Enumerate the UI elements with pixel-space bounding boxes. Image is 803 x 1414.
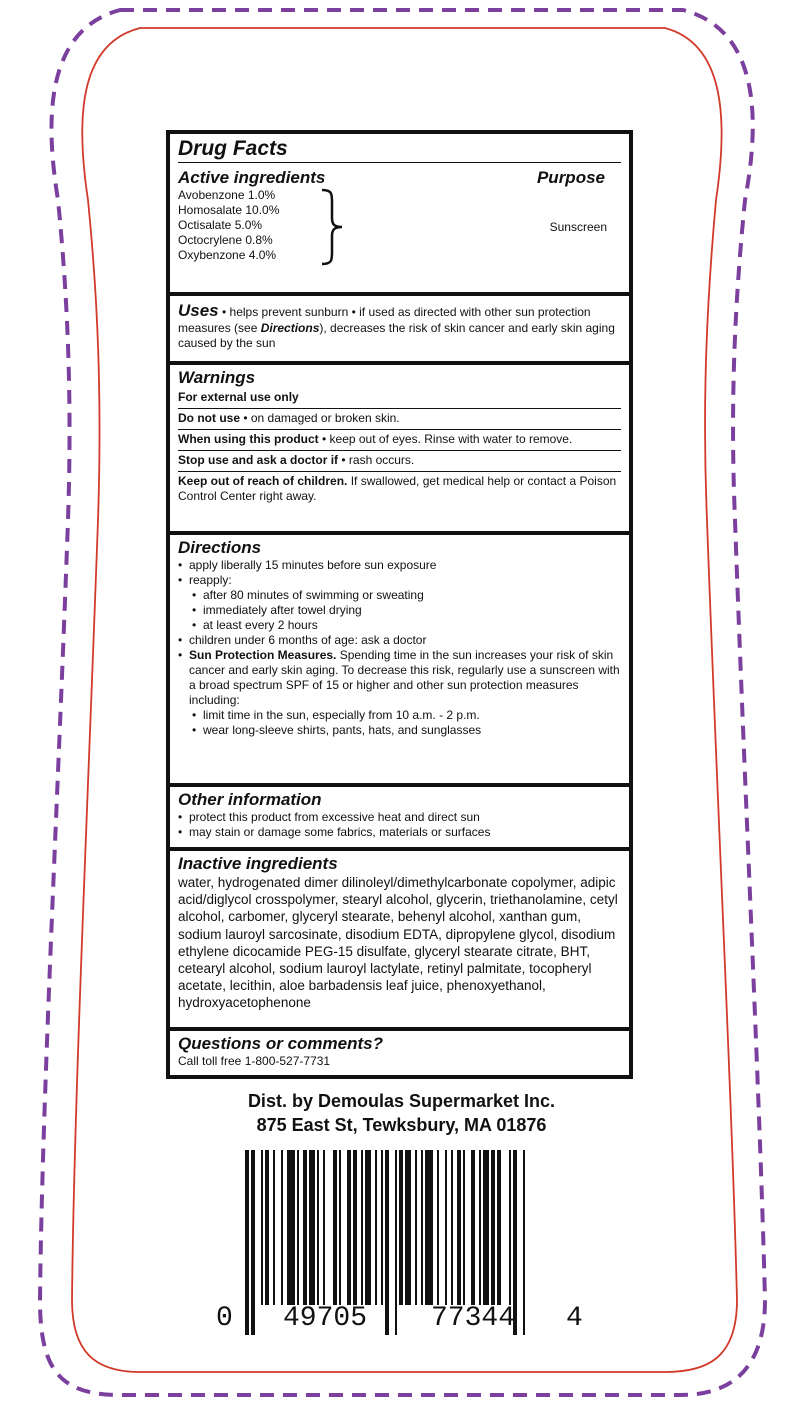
spm-item: limit time in the sun, especially from 10 a.m. - 2 p.m. bbox=[203, 708, 480, 722]
barcode-bar bbox=[303, 1150, 307, 1305]
directions-heading: Directions bbox=[178, 538, 262, 557]
warnings-section bbox=[170, 365, 629, 535]
barcode-bar bbox=[405, 1150, 411, 1305]
questions-section bbox=[170, 1031, 629, 1075]
other-information-section: Other information • protect this product from excessive heat and direct sun • may stain or damage some fabrics, materials or surfaces bbox=[170, 787, 629, 851]
barcode-bar bbox=[395, 1150, 397, 1335]
barcode-bar bbox=[479, 1150, 481, 1305]
questions-heading: Questions or comments? bbox=[178, 1034, 383, 1053]
barcode-bar bbox=[399, 1150, 403, 1305]
purpose-heading: Purpose bbox=[536, 168, 605, 187]
barcode-bar bbox=[445, 1150, 447, 1305]
barcode-bar bbox=[265, 1150, 269, 1305]
stop-use-text: • rash occurs. bbox=[338, 453, 415, 467]
other-item: may stain or damage some fabrics, materials or surfaces bbox=[189, 825, 491, 839]
drug-facts-title: Drug Facts bbox=[178, 136, 621, 163]
reapply-item: immediately after towel drying bbox=[203, 603, 362, 617]
barcode-bar bbox=[365, 1150, 371, 1305]
uses-text-1: • helps prevent sunburn • if used as directed with other sun protection measures (see bbox=[178, 305, 591, 335]
barcode-bar bbox=[339, 1150, 341, 1305]
ingredient-item: Octisalate 5.0% bbox=[178, 218, 263, 232]
direction-item: apply liberally 15 minutes before sun exposure bbox=[189, 558, 437, 572]
keep-out-label: Keep out of reach of children. bbox=[178, 474, 348, 488]
barcode-bar bbox=[385, 1150, 389, 1335]
active-ingredients-heading: Active ingredients bbox=[178, 168, 326, 187]
barcode-bar bbox=[323, 1150, 325, 1305]
barcode-bar bbox=[317, 1150, 319, 1305]
barcode-bar bbox=[491, 1150, 495, 1305]
barcode-bar bbox=[261, 1150, 263, 1305]
barcode-bar bbox=[361, 1150, 363, 1305]
keep-out-text: If swallowed, get medical help or contact a Poison Control Center right away. bbox=[178, 474, 617, 503]
uses-heading: Uses bbox=[178, 301, 219, 320]
ingredient-item: Octocrylene 0.8% bbox=[178, 233, 273, 247]
barcode-bar bbox=[281, 1150, 283, 1305]
barcode-bar bbox=[309, 1150, 315, 1305]
stop-use-label: Stop use and ask a doctor if bbox=[178, 453, 339, 467]
ingredient-item: Oxybenzone 4.0% bbox=[178, 248, 277, 262]
external-use-warning: For external use only bbox=[178, 390, 299, 404]
brace-icon bbox=[318, 188, 348, 266]
barcode-bar bbox=[347, 1150, 351, 1305]
directions-reference: Directions bbox=[260, 321, 320, 335]
barcode-bar bbox=[421, 1150, 423, 1305]
barcode-bar bbox=[353, 1150, 357, 1305]
distributor-line-1: Dist. by Demoulas Supermarket Inc. bbox=[247, 1091, 556, 1111]
inactive-ingredients-text: water, hydrogenated dimer dilinoleyl/dimethylcarbonate copolymer, adipic acid/diglycol crosspolymer, stearyl alcohol, glycerin, triethanolamine, cetyl alcohol, carbomer, glyceryl stearate, behenyl alcohol, xanthan gum, sodium lauroyl sarcosinate, disodium EDTA, dipropylene glycol, disodium ethylene dicocamide PEG-15 disulfate, glyceryl stearate citrate, BHT, cetearyl alcohol, sodium lauroyl lactylate, retinyl palmitate, tocopheryl acetate, lecithin, aloe barbadensis leaf juice, phenoxyethanol, hydroxyacetophenone bbox=[178, 875, 618, 1011]
barcode-bar bbox=[497, 1150, 501, 1305]
barcode-bar bbox=[483, 1150, 489, 1305]
barcode-group-2: 77344 bbox=[431, 1303, 516, 1334]
barcode-bar bbox=[251, 1150, 255, 1335]
barcode-bar bbox=[509, 1150, 511, 1305]
do-not-use-label: Do not use bbox=[178, 411, 240, 425]
uses-text-2: ), decreases the risk of skin cancer and early skin aging caused by the sun bbox=[178, 321, 615, 350]
barcode-lead-digit: 0 bbox=[216, 1303, 233, 1334]
barcode-check-digit: 4 bbox=[566, 1303, 583, 1334]
barcode-group-1: 49705 bbox=[283, 1303, 368, 1334]
when-using-text: • keep out of eyes. Rinse with water to remove. bbox=[318, 432, 573, 446]
other-item: protect this product from excessive heat and direct sun bbox=[189, 810, 480, 824]
purpose-value: Sunscreen bbox=[549, 219, 607, 234]
spm-item: wear long-sleeve shirts, pants, hats, and sunglasses bbox=[203, 723, 482, 737]
barcode-bar bbox=[245, 1150, 249, 1335]
ingredient-item: Avobenzone 1.0% bbox=[178, 188, 276, 202]
direction-item: reapply: bbox=[189, 573, 232, 587]
directions-section: Directions • apply liberally 15 minutes before sun exposure • reapply: • after 80 minutes of swimming or sweating • immediately after towel drying • at least every 2 hours • children under 6 months of age: ask a doctor • Sun Protection Measures. Spending time in the sun increases your risk of skin cancer and early skin aging. To decrease this risk, regularly use a sunscreen with a broad spectrum SPF of 15 or higher and other sun protection measures including: • limit time in the sun, especially from 10 a.m. - 2 p.m. • wear long-sleeve shirts, pants, hats, and sunglasses bbox=[170, 535, 629, 787]
drug-facts-panel bbox=[166, 130, 633, 1079]
inactive-ingredients-heading: Inactive ingredients bbox=[178, 854, 338, 873]
barcode-bar bbox=[463, 1150, 465, 1305]
other-information-heading: Other information bbox=[178, 790, 322, 809]
barcode-bar bbox=[457, 1150, 461, 1305]
barcode-bar bbox=[425, 1150, 433, 1305]
barcode-bar bbox=[523, 1150, 525, 1335]
barcode-bar bbox=[333, 1150, 337, 1305]
reapply-item: at least every 2 hours bbox=[203, 618, 318, 632]
do-not-use-text: • on damaged or broken skin. bbox=[240, 411, 400, 425]
direction-item: children under 6 months of age: ask a doctor bbox=[189, 633, 427, 647]
inactive-ingredients-section bbox=[170, 851, 629, 1031]
active-ingredients-section bbox=[170, 134, 629, 296]
barcode-bar bbox=[471, 1150, 475, 1305]
uses-section bbox=[170, 296, 629, 365]
barcode-bar bbox=[287, 1150, 295, 1305]
barcode-bar bbox=[451, 1150, 453, 1305]
barcode-bar bbox=[297, 1150, 299, 1305]
distributor-address: 875 East St, Tewksbury, MA 01876 bbox=[256, 1115, 547, 1135]
barcode-bar bbox=[375, 1150, 377, 1305]
barcode-bar bbox=[273, 1150, 275, 1305]
ingredient-list bbox=[178, 188, 314, 266]
spm-text: Spending time in the sun increases your risk of skin cancer and early skin aging. To decrease this risk, regularly use a sunscreen with a broad spectrum SPF of 15 or higher and other sun protection measures including: bbox=[189, 648, 620, 707]
spm-label: Sun Protection Measures. bbox=[189, 648, 337, 662]
barcode-bar bbox=[415, 1150, 417, 1305]
barcode-bar bbox=[381, 1150, 383, 1305]
toll-free-number: Call toll free 1-800-527-7731 bbox=[178, 1054, 331, 1068]
barcode-bar bbox=[437, 1150, 439, 1305]
ingredient-item: Homosalate 10.0% bbox=[178, 203, 280, 217]
when-using-label: When using this product bbox=[178, 432, 319, 446]
reapply-item: after 80 minutes of swimming or sweating bbox=[203, 588, 424, 602]
warnings-heading: Warnings bbox=[178, 368, 256, 387]
